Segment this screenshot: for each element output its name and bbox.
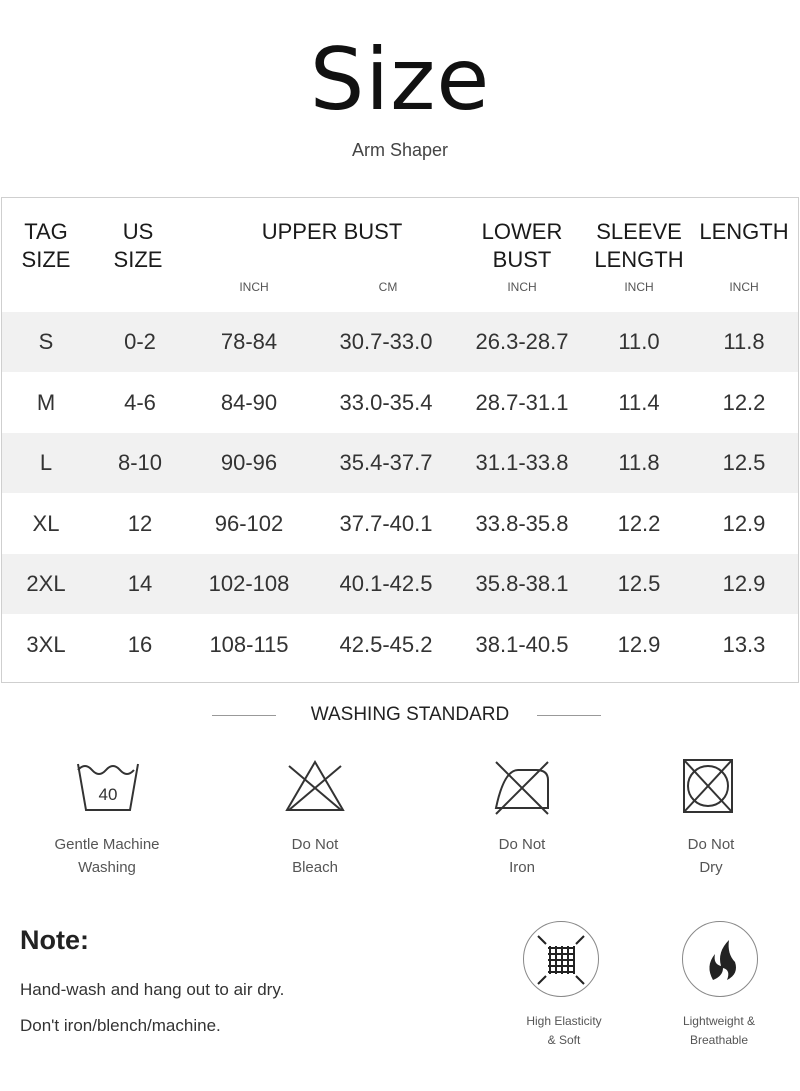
header-sleeve-line2: LENGTH (594, 247, 684, 272)
unit-label: INCH (239, 280, 269, 294)
care-label-line: Dry (699, 859, 723, 876)
table-cell: 31.1-33.8 (475, 450, 569, 475)
header-length: LENGTH (699, 219, 789, 244)
table-cell: 35.4-37.7 (339, 450, 433, 475)
table-cell: 12.5 (617, 571, 661, 596)
note-line: Don't iron/blench/machine. (20, 1016, 221, 1035)
table-cell: 37.7-40.1 (339, 510, 433, 536)
table-row (2, 615, 798, 675)
care-label-line: Do Not (687, 836, 735, 853)
header-lower-bust (462, 218, 582, 274)
table-cell: 11.0 (618, 329, 660, 354)
table-cell: 12.9 (617, 631, 661, 657)
do-not-iron-icon (492, 758, 552, 818)
table-row (2, 433, 798, 493)
table-cell: XL (32, 510, 60, 536)
page-subtitle: Arm Shaper (351, 140, 449, 160)
feature-label-line: High Elasticity (526, 1014, 602, 1028)
header-upper-bust: UPPER BUST (261, 219, 403, 244)
feature-label (649, 1012, 789, 1050)
table-cell: M (36, 389, 56, 415)
table-row (2, 494, 798, 554)
table-row (2, 312, 798, 372)
header-sleeve-line1: SLEEVE (596, 219, 682, 244)
note-title: Note: (20, 925, 89, 955)
table-cell: 16 (127, 631, 153, 657)
feature-label-line: Lightweight & (682, 1014, 756, 1028)
header-tag-line1: TAG (24, 219, 68, 244)
care-label-line: Gentle Machine (54, 836, 160, 853)
table-cell: 38.1-40.5 (475, 631, 569, 657)
table-cell: 12 (127, 510, 153, 536)
care-label-line: Washing (78, 859, 136, 876)
header-tag-line2: SIZE (21, 247, 71, 272)
table-cell: 13.3 (722, 631, 766, 657)
header-us-line2: SIZE (113, 247, 163, 272)
table-cell: 42.5-45.2 (339, 631, 433, 657)
table-cell: 33.0-35.4 (339, 389, 433, 415)
table-cell: 78-84 (220, 329, 278, 354)
feature-label (494, 1012, 634, 1050)
table-cell: 96-102 (214, 510, 284, 536)
table-cell: 8-10 (117, 450, 163, 475)
table-cell: 40.1-42.5 (339, 571, 433, 596)
unit-label: INCH (507, 280, 537, 294)
table-cell: 0-2 (124, 329, 156, 354)
table-cell: 35.8-38.1 (475, 571, 569, 596)
do-not-bleach-icon (283, 758, 347, 814)
table-cell: 2XL (26, 571, 66, 596)
table-cell: 12.2 (722, 389, 766, 415)
washing-title: WASHING STANDARD (310, 704, 510, 725)
table-cell: 14 (127, 571, 153, 596)
unit-label: INCH (624, 280, 654, 294)
feather-flame-icon (683, 922, 757, 996)
table-cell: 3XL (26, 631, 66, 657)
table-cell: 12.2 (617, 510, 661, 536)
care-label (245, 833, 385, 879)
header-us-line1: US (122, 219, 154, 244)
care-label-line: Do Not (291, 836, 339, 853)
feature-badge (523, 921, 599, 997)
header-lower-line1: LOWER (481, 219, 563, 244)
feature-badge (682, 921, 758, 997)
care-label (37, 833, 177, 879)
unit-label: CM (378, 280, 398, 294)
header-us-size (98, 218, 178, 274)
header-sleeve-length (584, 218, 694, 274)
table-cell: 12.9 (722, 571, 766, 596)
header-tag-size (6, 218, 86, 274)
do-not-dry-icon (682, 758, 734, 814)
care-label (452, 833, 592, 879)
machine-wash-40-icon (75, 758, 141, 816)
table-cell: 11.4 (618, 389, 660, 415)
care-label-line: Do Not (498, 836, 546, 853)
table-row (2, 373, 798, 433)
divider-right (537, 715, 601, 716)
table-cell: 30.7-33.0 (339, 329, 433, 354)
table-cell: 26.3-28.7 (475, 329, 569, 354)
care-label (641, 833, 781, 879)
elastic-mesh-icon (524, 922, 598, 996)
table-row (2, 554, 798, 614)
header-lower-line2: BUST (492, 247, 552, 272)
table-cell: 28.7-31.1 (475, 389, 569, 415)
page-title: Size (309, 30, 491, 130)
size-table (1, 197, 799, 683)
table-cell: L (39, 450, 53, 475)
care-label-line: Iron (509, 859, 535, 876)
table-cell: 108-115 (209, 631, 289, 657)
table-cell: 102-108 (208, 571, 290, 596)
unit-label: INCH (729, 280, 759, 294)
table-cell: 84-90 (220, 389, 278, 415)
table-cell: 4-6 (124, 389, 156, 415)
feature-label-line: & Soft (547, 1033, 581, 1047)
table-cell: 12.5 (722, 450, 766, 475)
table-cell: 33.8-35.8 (475, 510, 569, 536)
wash-temp-text: 40 (98, 785, 118, 804)
note-line: Hand-wash and hang out to air dry. (20, 980, 285, 999)
care-label-line: Bleach (292, 859, 338, 876)
table-cell: 12.9 (722, 510, 766, 536)
divider-left (212, 715, 276, 716)
table-cell: S (38, 329, 54, 354)
feature-label-line: Breathable (689, 1033, 749, 1047)
table-cell: 90-96 (220, 450, 278, 475)
table-cell: 11.8 (723, 329, 765, 354)
table-cell: 11.8 (618, 450, 660, 475)
